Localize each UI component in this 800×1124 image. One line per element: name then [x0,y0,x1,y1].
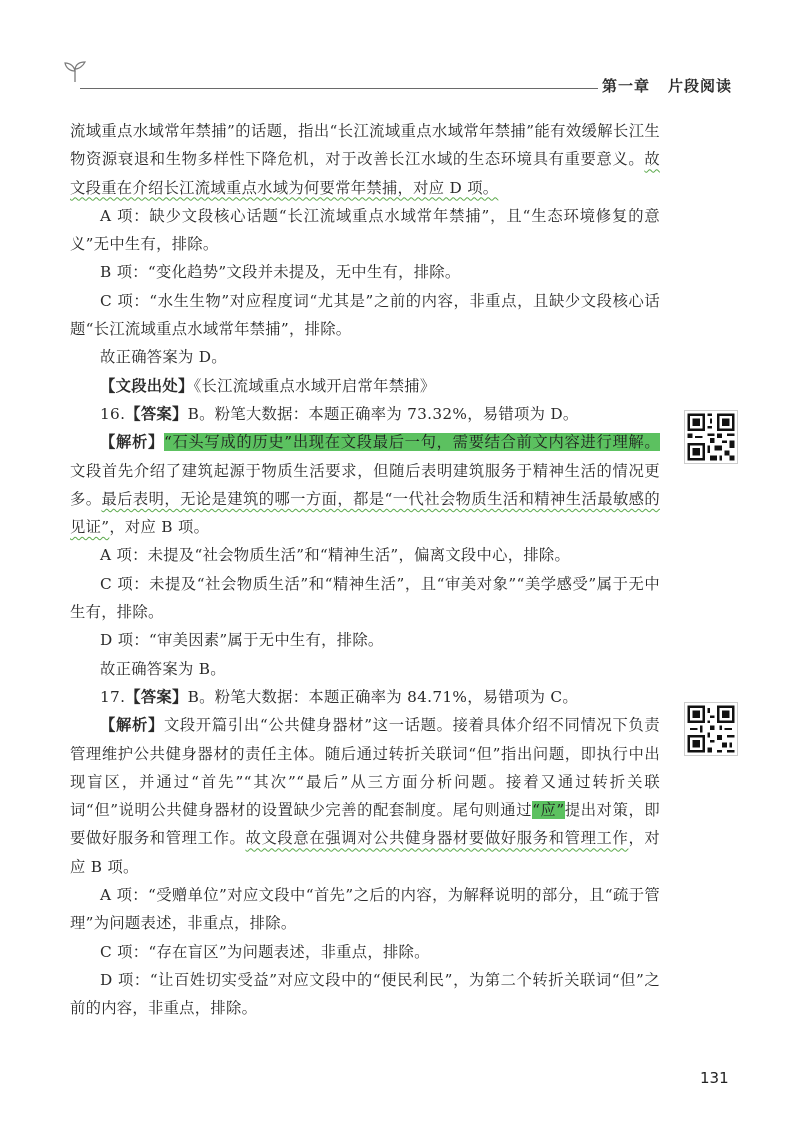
source-title: 《长江流域重点水域开启常年禁捕》 [193,376,436,395]
chapter-label: 第一章 [601,77,650,95]
option-a-analysis: A 项：缺少文段核心话题“长江流域重点水域常年禁捕”，且“生态环境修复的意义”无中生有，排除。 [70,206,660,254]
qr-code-icon[interactable] [684,410,738,464]
answer-label: 【答案】 [125,404,188,423]
correct-answer-15: 故正确答案为 D。 [100,348,227,367]
answer-16 [70,400,660,428]
key-sentence: 故文段意在强调对公共健身器材要做好服务和管理工作 [245,829,629,848]
sprout-icon [62,60,88,84]
answer-17 [70,683,660,711]
key-sentence: 故文段重在介绍长江流域重点水域为何要常年禁捕，对应 D 项。 [70,150,660,197]
analysis-17 [70,711,660,881]
option-a-analysis: A 项：“受赠单位”对应文段中“首先”之后的内容，为解释说明的部分，且“疏于管理”为问题表述，非重点，排除。 [70,886,660,933]
text-run: 文段首先介绍了建筑起源于物质生活要求，但随后表明建筑服务于精神生活的情况更多。 [70,461,660,508]
analysis-label: 【解析】 [100,716,164,735]
text-run: 流域重点水域常年禁捕”的话题，指出“长江流域重点水域常年禁捕”能有效缓解长江生物资源衰退和生物多样性下降危机，对于改善长江水域的生态环境具有重要意义。 [70,122,660,169]
qr-code-icon[interactable] [684,702,738,756]
text-run: 提出对策，即要做好服务和管理工作。 [70,801,660,848]
page-header [0,0,800,100]
answer-text: B。粉笔大数据：本题正确率为 73.32%，易错项为 D。 [187,404,579,423]
option-b-analysis: B 项：“变化趋势”文段并未提及，无中生有，排除。 [100,263,461,282]
option-c-analysis: C 项：“水生生物”对应程度词“尤其是”之前的内容，非重点，且缺少文段核心话题“长江流域重点水域常年禁捕”，排除。 [70,291,660,339]
answer-text: B。粉笔大数据：本题正确率为 84.71%，易错项为 C。 [187,687,578,706]
correct-answer-16: 故正确答案为 B。 [100,659,226,678]
section-label: 片段阅读 [667,77,732,95]
source-label: 【文段出处】 [100,376,194,395]
option-a-analysis: A 项：未提及“社会物质生活”和“精神生活”，偏离文段中心，排除。 [100,546,571,565]
page-number: 131 [700,1069,729,1087]
paragraph-topic [70,117,660,202]
chapter-heading [602,75,732,96]
option-d-analysis: D 项：“让百姓切实受益”对应文段中的“便民利民”，为第二个转折关联词“但”之前的内容，非重点，排除。 [70,970,660,1018]
analysis-label: 【解析】 [100,433,164,452]
answer-label: 【答案】 [125,687,188,706]
question-number: 17. [100,687,126,706]
key-sentence: 最后表明，无论是建筑的哪一方面，都是“一代社会物质生活和精神生活最敏感的见证” [70,489,660,537]
option-d-analysis: D 项：“审美因素”属于无中生有，排除。 [100,631,384,650]
text-run: 文段开篇引出“公共健身器材”这一话题。接着具体介绍不同情况下负责管理维护公共健身器材的责任主体。随后通过转折关联词“但”指出问题，即执行中出现盲区，并通过“首先”“其次”“最后”从三方面分析问题。接着又通过转折关联词“但”说明公共健身器材的设置缺少完善的配套制度。尾句则通过 [70,716,661,820]
text-run: ，对应 B 项。 [109,518,210,537]
highlighted-text: “石头写成的历史”出现在文段最后一句，需要结合前文内容进行理解。 [163,433,661,452]
text-run: ，对应 B 项。 [70,829,660,876]
highlighted-text: “应” [532,801,565,820]
header-rule [80,88,598,89]
option-c-analysis: C 项：“存在盲区”为问题表述，非重点，排除。 [100,942,430,961]
page-body [70,117,660,1023]
analysis-16 [70,428,660,541]
question-number: 16. [100,404,126,423]
option-c-analysis: C 项：未提及“社会物质生活”和“精神生活”，且“审美对象”“美学感受”属于无中生有，排除。 [70,574,660,622]
source-citation [70,372,660,400]
